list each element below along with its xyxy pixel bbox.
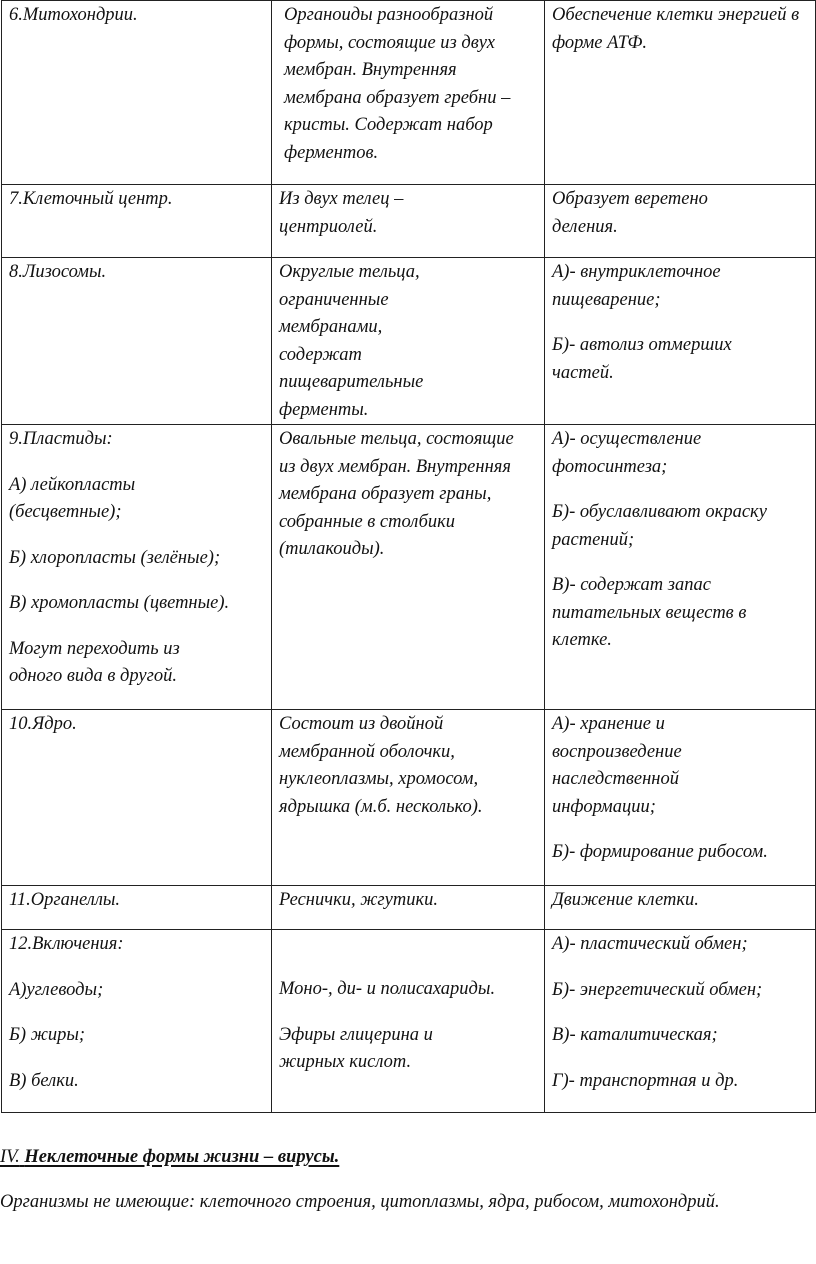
organelle-name-cell xyxy=(2,930,272,1113)
function-text: А)- хранение и воспроизведение наследственной информации; xyxy=(552,714,682,817)
table-row xyxy=(2,886,816,930)
structure-text: Эфиры глицерина и жирных кислот. xyxy=(279,1024,433,1072)
function-text: Б)- формирование рибосом. xyxy=(552,842,768,862)
function-text: Образует веретено деления. xyxy=(552,189,708,237)
structure-cell xyxy=(272,185,545,258)
table-row xyxy=(2,185,816,258)
structure-text: Реснички, жгутики. xyxy=(279,890,438,910)
structure-cell xyxy=(272,930,545,1113)
section-heading xyxy=(0,1144,816,1172)
table-row xyxy=(2,930,816,1113)
inclusion-type: Б) жиры; xyxy=(9,1025,86,1045)
table-row xyxy=(2,1,816,185)
function-cell xyxy=(545,425,816,710)
function-cell xyxy=(545,886,816,930)
organelle-name: 11.Органеллы. xyxy=(9,890,121,910)
table-row xyxy=(2,425,816,710)
function-cell xyxy=(545,930,816,1113)
structure-text: Округлые тельца, ограниченные мембранами, содержат пищеварительные ферменты. xyxy=(279,262,424,420)
function-cell xyxy=(545,1,816,185)
viruses-section xyxy=(0,1144,816,1212)
structure-cell xyxy=(272,258,545,425)
plastid-type: А) лейкопласты (бесцветные); xyxy=(9,474,136,522)
structure-cell xyxy=(272,425,545,710)
organelle-name-cell xyxy=(2,710,272,886)
organelle-name-cell xyxy=(2,886,272,930)
section-body: Организмы не имеющие: клеточного строения, цитоплазмы, ядра, рибосом, митохондрий. xyxy=(0,1192,720,1212)
function-text: В)- каталитическая; xyxy=(552,1025,718,1045)
organelle-name-cell xyxy=(2,185,272,258)
organelle-name: 6.Митохондрии. xyxy=(9,5,138,25)
organelle-name-cell xyxy=(2,425,272,710)
structure-cell xyxy=(272,710,545,886)
plastid-type: В) хромопласты (цветные). xyxy=(9,593,230,613)
organelles-table xyxy=(1,0,816,1113)
structure-text: Органоиды разнообразной формы, состоящие из двух мембран. Внутренняя мембрана образует гребни – кристы. Содержат набор ферментов. xyxy=(284,5,511,163)
structure-cell xyxy=(272,886,545,930)
function-text: А)- пластический обмен; xyxy=(552,934,748,954)
organelle-name: 12.Включения: xyxy=(9,934,124,954)
inclusion-type: А)углеводы; xyxy=(9,979,104,1000)
function-cell xyxy=(545,710,816,886)
function-text: Обеспечение клетки энергией в форме АТФ. xyxy=(552,5,800,53)
organelle-name: 7.Клеточный центр. xyxy=(9,189,173,209)
organelle-name: 9.Пластиды: xyxy=(9,429,113,449)
function-text: Б)- автолиз отмерших частей. xyxy=(552,335,732,383)
function-text: Г)- транспортная и др. xyxy=(552,1070,739,1091)
table-row xyxy=(2,258,816,425)
function-text: Б)- обуславливают окраску растений; xyxy=(552,502,767,550)
table-row xyxy=(2,710,816,886)
structure-text: Из двух телец – центриолей. xyxy=(279,189,404,237)
structure-cell xyxy=(272,1,545,185)
function-cell xyxy=(545,185,816,258)
function-cell xyxy=(545,258,816,425)
structure-text: Моно-, ди- и полисахариды. xyxy=(279,979,496,999)
plastid-type: Б) хлоропласты (зелёные); xyxy=(9,547,221,568)
function-text: Б)- энергетический обмен; xyxy=(552,979,763,1000)
function-text: А)- внутриклеточное пищеварение; xyxy=(552,262,721,310)
function-text: В)- содержат запас питательных веществ в клетке. xyxy=(552,575,747,650)
structure-text: Состоит из двойной мембранной оболочки, нуклеоплазмы, хромосом, ядрышка (м.б. несколько). xyxy=(279,714,483,817)
organelle-name: 8.Лизосомы. xyxy=(9,262,107,282)
function-text: Движение клетки. xyxy=(552,890,699,910)
organelle-name-cell xyxy=(2,258,272,425)
inclusion-type: В) белки. xyxy=(9,1070,79,1091)
section-title: Неклеточные формы жизни – вирусы. xyxy=(24,1147,340,1167)
plastid-note: Могут переходить из одного вида в другой. xyxy=(9,638,180,686)
organelle-name-cell xyxy=(2,1,272,185)
organelle-name: 10.Ядро. xyxy=(9,714,77,734)
section-numeral: IV. xyxy=(0,1147,20,1167)
function-text: А)- осуществление фотосинтеза; xyxy=(552,429,702,477)
structure-text: Овальные тельца, состоящие из двух мембран. Внутренняя мембрана образует граны, собранные в столбики (тилакоиды). xyxy=(279,429,514,559)
